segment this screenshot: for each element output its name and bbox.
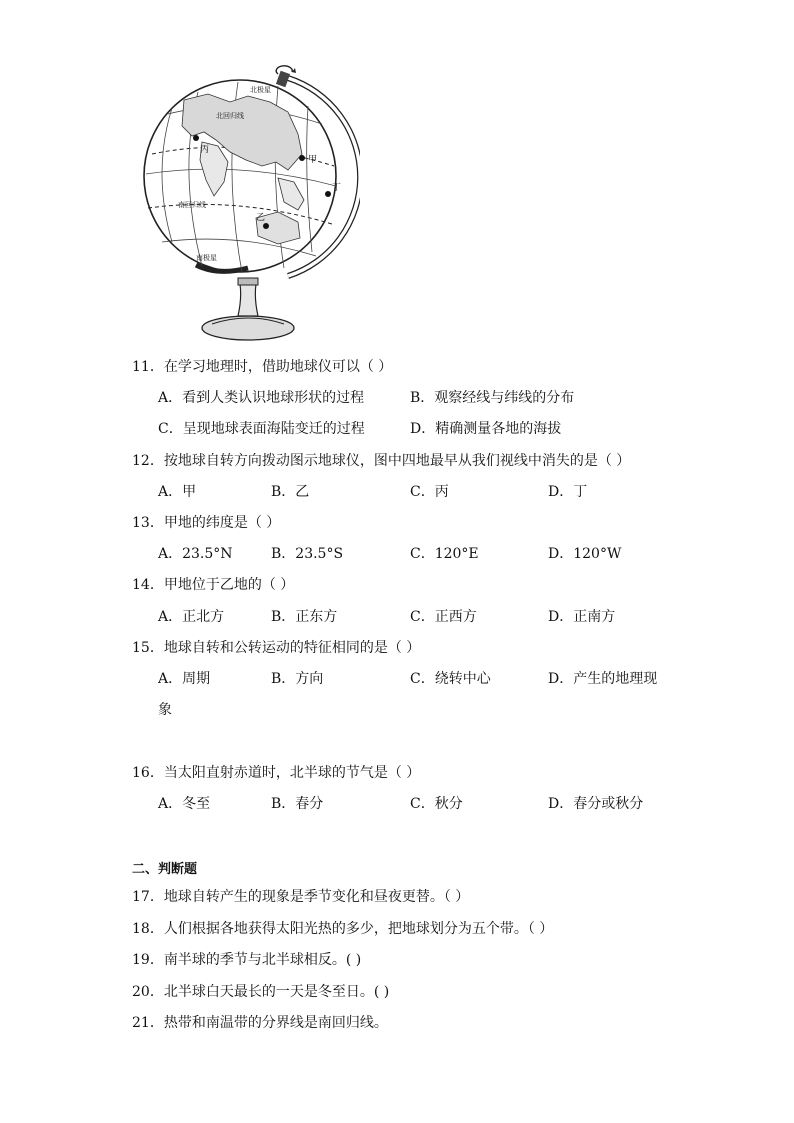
question-stem: 甲地位于乙地的（ ） (163, 577, 295, 593)
question-number: 14． (132, 577, 164, 593)
q11-option-a[interactable]: A．看到人类认识地球形状的过程 (158, 390, 365, 406)
question-text: 地球自转产生的现象是季节变化和昼夜更替。（ ） (163, 889, 470, 905)
tropic-capricorn-label: 南回归线 (178, 201, 206, 209)
point-yi-dot (263, 223, 269, 229)
south-pole-label: 南极星 (196, 254, 217, 262)
q15-option-b[interactable]: B．方向 (271, 671, 324, 687)
point-ding-label: 丁 (332, 183, 342, 193)
question-18 (132, 919, 553, 939)
question-stem: 甲地的纬度是（ ） (163, 515, 281, 531)
q13-option-c[interactable]: C．120°E (410, 546, 479, 562)
q12-option-b[interactable]: B．乙 (271, 484, 310, 500)
q15-option-c[interactable]: C．绕转中心 (410, 671, 491, 687)
question-number: 17． (132, 889, 164, 905)
question-17 (132, 887, 469, 907)
globe-illustration (138, 62, 360, 344)
question-stem: 在学习地理时，借助地球仪可以（ ） (163, 359, 393, 375)
question-13 (132, 513, 280, 533)
question-text: 人们根据各地获得太阳光热的多少，把地球划分为五个带。（ ） (163, 921, 554, 937)
q16-option-d[interactable]: D．春分或秋分 (548, 796, 644, 812)
q15-option-d[interactable]: D．产生的地理现 (548, 671, 658, 687)
question-16 (132, 763, 420, 783)
q12-option-a[interactable]: A．甲 (158, 484, 197, 500)
question-number: 13． (132, 515, 164, 531)
q13-option-a[interactable]: A．23.5°N (158, 546, 233, 562)
q11-option-c[interactable]: C．呈现地球表面海陆变迁的过程 (158, 421, 365, 437)
stand-stem (238, 284, 258, 316)
north-pole-label: 北极星 (250, 86, 271, 94)
point-bing-label: 丙 (200, 145, 210, 155)
stand-base (202, 316, 294, 340)
question-19 (132, 950, 361, 970)
question-number: 20． (132, 984, 164, 1000)
q16-option-a[interactable]: A．冬至 (158, 796, 211, 812)
question-14 (132, 575, 294, 595)
q13-option-b[interactable]: B．23.5°S (271, 546, 344, 562)
section-title-judgement: 二、判断题 (132, 862, 198, 877)
question-number: 11． (132, 359, 164, 375)
question-stem: 当太阳直射赤道时，北半球的节气是（ ） (163, 765, 421, 781)
q13-option-d[interactable]: D．120°W (548, 546, 622, 562)
question-text: 热带和南温带的分界线是南回归线。 (163, 1015, 388, 1031)
q11-option-d[interactable]: D．精确测量各地的海拔 (410, 421, 562, 437)
globe-figure (138, 62, 360, 344)
tropic-cancer-label: 北回归线 (216, 112, 244, 120)
question-15 (132, 638, 420, 658)
point-jia-dot (299, 155, 305, 161)
q15-option-d-wrap: 象 (158, 702, 172, 718)
question-12 (132, 451, 630, 471)
question-21 (132, 1013, 388, 1033)
q16-option-b[interactable]: B．春分 (271, 796, 324, 812)
point-bing-dot (193, 135, 199, 141)
q12-option-d[interactable]: D．丁 (548, 484, 588, 500)
point-yi-label: 乙 (256, 213, 266, 223)
point-ding-dot (325, 191, 331, 197)
question-number: 18． (132, 921, 164, 937)
question-number: 16． (132, 765, 164, 781)
question-stem: 按地球自转方向拨动图示地球仪，图中四地最早从我们视线中消失的是（ ） (163, 453, 631, 469)
q15-option-a[interactable]: A．周期 (158, 671, 211, 687)
point-jia-label: 甲 (308, 155, 318, 165)
q14-option-b[interactable]: B．正东方 (271, 609, 338, 625)
question-number: 15． (132, 640, 164, 656)
q12-option-c[interactable]: C．丙 (410, 484, 449, 500)
q14-option-d[interactable]: D．正南方 (548, 609, 616, 625)
question-number: 19． (132, 952, 164, 968)
question-11 (132, 357, 392, 377)
question-number: 21． (132, 1015, 164, 1031)
q16-option-c[interactable]: C．秋分 (410, 796, 463, 812)
question-text: 北半球白天最长的一天是冬至日。( ) (163, 984, 390, 1000)
q11-option-b[interactable]: B．观察经线与纬线的分布 (410, 390, 575, 406)
question-stem: 地球自转和公转运动的特征相同的是（ ） (163, 640, 421, 656)
question-text: 南半球的季节与北半球相反。( ) (163, 952, 362, 968)
q14-option-a[interactable]: A．正北方 (158, 609, 225, 625)
question-number: 12． (132, 453, 164, 469)
question-20 (132, 982, 389, 1002)
q14-option-c[interactable]: C．正西方 (410, 609, 477, 625)
